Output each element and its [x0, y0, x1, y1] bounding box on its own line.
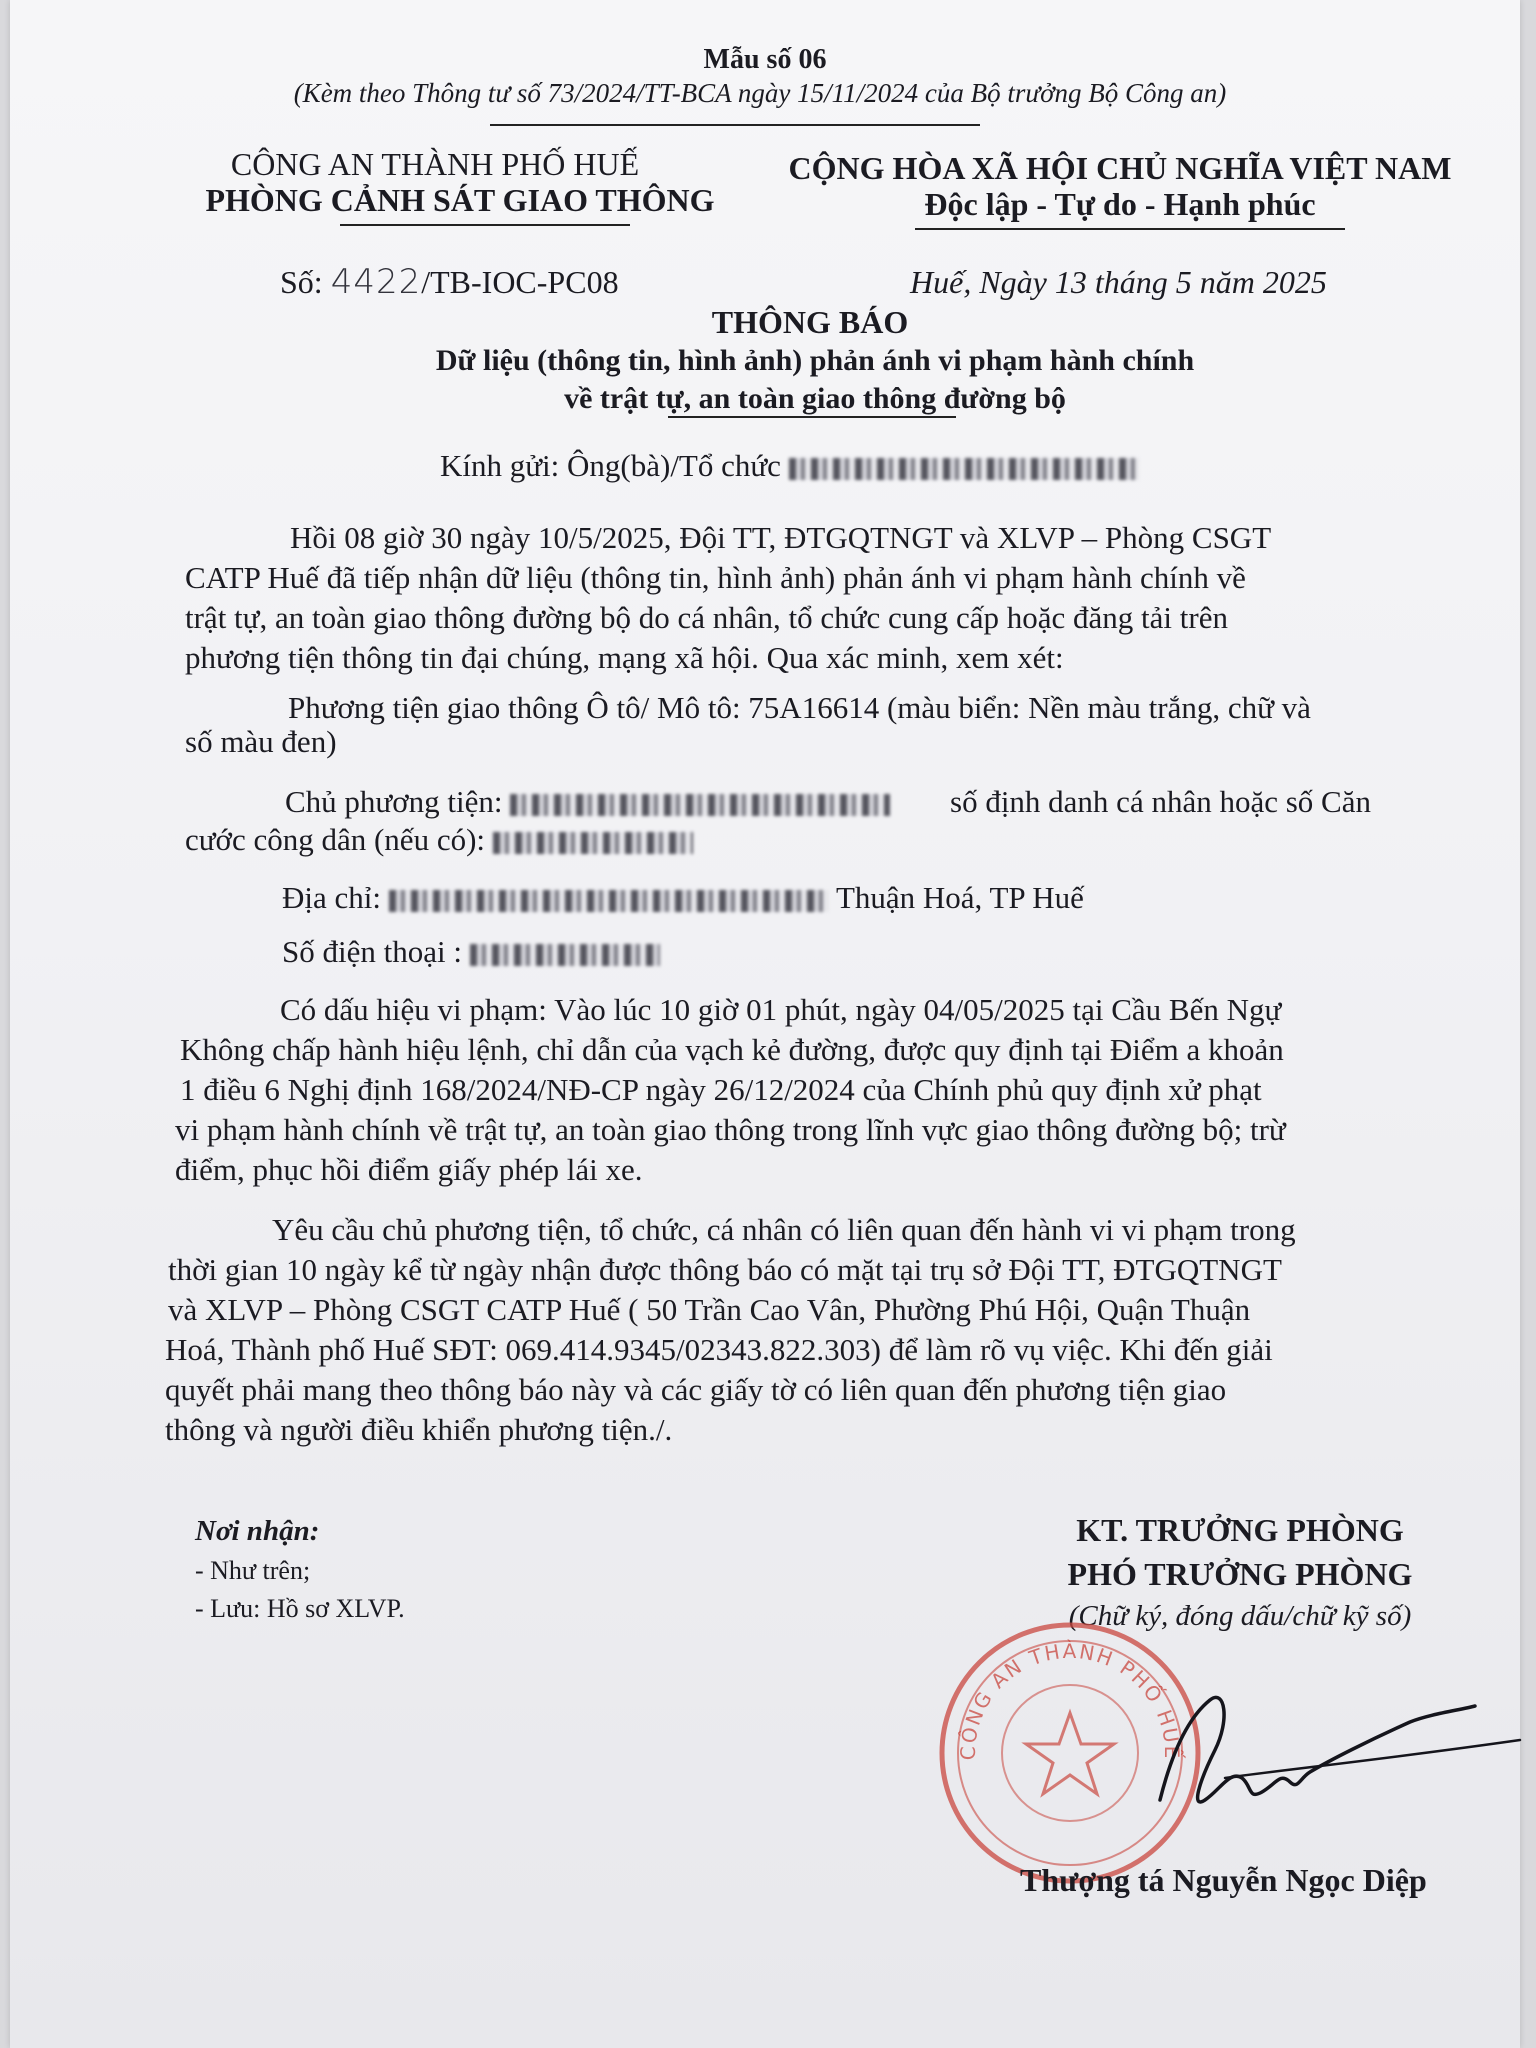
form-attached-note: (Kèm theo Thông tư số 73/2024/TT-BCA ngày 15/11/2024 của Bộ trưởng Bộ Công an) [293, 78, 1227, 108]
addressee: Kính gửi: Ông(bà)/Tổ chức [440, 448, 1139, 484]
vehicle-info-cont: số màu đen) [185, 724, 337, 759]
form-number: Mẫu số 06 [703, 44, 827, 75]
redacted-owner-name [510, 794, 890, 816]
recipient-item: - Lưu: Hồ sơ XLVP. [195, 1594, 405, 1623]
motto: Độc lập - Tự do - Hạnh phúc [924, 186, 1316, 222]
request-line: quyết phải mang theo thông báo này và các giấy tờ có liên quan đến phương tiện giao [165, 1372, 1227, 1407]
body-line: phương tiện thông tin đại chúng, mạng xã hội. Qua xác minh, xem xét: [185, 640, 1064, 675]
document-page [10, 0, 1520, 2048]
owner-id-line: cước công dân (nếu có): [185, 822, 693, 858]
violation-line: Có dấu hiệu vi phạm: Vào lúc 10 giờ 01 phút, ngày 04/05/2025 tại Cầu Bến Ngự [280, 992, 1282, 1027]
signer-title-2: PHÓ TRƯỞNG PHÒNG [1067, 1556, 1413, 1592]
phone-line: Số điện thoại : [282, 934, 660, 970]
title-underline [668, 416, 956, 418]
owner-id-label: số định danh cá nhân hoặc số Căn [950, 784, 1371, 819]
notice-subtitle-1: Dữ liệu (thông tin, hình ảnh) phản ánh vi phạm hành chính [435, 344, 1195, 377]
signer-title-1: KT. TRƯỞNG PHÒNG [1076, 1512, 1404, 1548]
agency-name: CÔNG AN THÀNH PHỐ HUẾ [230, 146, 640, 182]
reference-number: Số: 4422/TB-IOC-PC08 [280, 262, 619, 302]
recipients-title: Nơi nhận: [195, 1515, 320, 1547]
form-divider [490, 124, 980, 126]
issue-date: Huế, Ngày 13 tháng 5 năm 2025 [910, 264, 1327, 300]
redacted-id-number [493, 832, 693, 854]
recipient-item: - Như trên; [195, 1556, 311, 1585]
violation-line: vi phạm hành chính về trật tự, an toàn giao thông trong lĩnh vực giao thông đường bộ; trừ [175, 1112, 1286, 1147]
notice-subtitle-2: về trật tự, an toàn giao thông đường bộ [564, 382, 1066, 415]
signature-note: (Chữ ký, đóng dấu/chữ kỹ số) [1068, 1600, 1412, 1632]
owner-line: Chủ phương tiện: [285, 784, 890, 820]
violation-line: 1 điều 6 Nghị định 168/2024/NĐ-CP ngày 26/12/2024 của Chính phủ quy định xử phạt [180, 1072, 1262, 1107]
request-line: thông và người điều khiển phương tiện./. [165, 1412, 673, 1447]
violation-line: điểm, phục hồi điểm giấy phép lái xe. [175, 1152, 643, 1187]
department-name: PHÒNG CẢNH SÁT GIAO THÔNG [205, 182, 715, 218]
stamp-text: CÔNG AN THÀNH PHỐ HUẾ [955, 1638, 1185, 1761]
redacted-phone [470, 944, 660, 966]
vehicle-info: Phương tiện giao thông Ô tô/ Mô tô: 75A16614 (màu biển: Nền màu trắng, chữ và [288, 690, 1311, 725]
address-line: Địa chỉ: Thuận Hoá, TP Huế [282, 880, 1084, 915]
handwritten-signature-icon [1130, 1660, 1530, 1830]
country-name: CỘNG HÒA XÃ HỘI CHỦ NGHĨA VIỆT NAM [788, 150, 1452, 186]
body-line: trật tự, an toàn giao thông đường bộ do cá nhân, tổ chức cung cấp hoặc đăng tải trên [185, 600, 1228, 635]
redacted-address [389, 890, 829, 912]
request-line: Hoá, Thành phố Huế SĐT: 069.414.9345/02343.822.303) để làm rõ vụ việc. Khi đến giải [165, 1332, 1273, 1367]
notice-title: THÔNG BÁO [711, 304, 909, 340]
body-line: Hồi 08 giờ 30 ngày 10/5/2025, Đội TT, ĐTGQTNGT và XLVP – Phòng CSGT [290, 520, 1272, 555]
redacted-recipient [789, 458, 1139, 480]
handwritten-number: 4422 [330, 262, 422, 302]
request-line: thời gian 10 ngày kể từ ngày nhận được thông báo có mặt tại trụ sở Đội TT, ĐTGQTNGT [168, 1252, 1282, 1287]
request-line: Yêu cầu chủ phương tiện, tổ chức, cá nhân có liên quan đến hành vi vi phạm trong [272, 1212, 1296, 1247]
agency-underline [340, 224, 630, 226]
motto-underline [915, 228, 1345, 230]
violation-line: Không chấp hành hiệu lệnh, chỉ dẫn của vạch kẻ đường, được quy định tại Điểm a khoản [180, 1032, 1284, 1067]
body-line: CATP Huế đã tiếp nhận dữ liệu (thông tin, hình ảnh) phản ánh vi phạm hành chính về [185, 560, 1246, 595]
signer-name: Thượng tá Nguyễn Ngọc Diệp [1020, 1862, 1427, 1898]
request-line: và XLVP – Phòng CSGT CATP Huế ( 50 Trần Cao Vân, Phường Phú Hội, Quận Thuận [168, 1292, 1251, 1327]
